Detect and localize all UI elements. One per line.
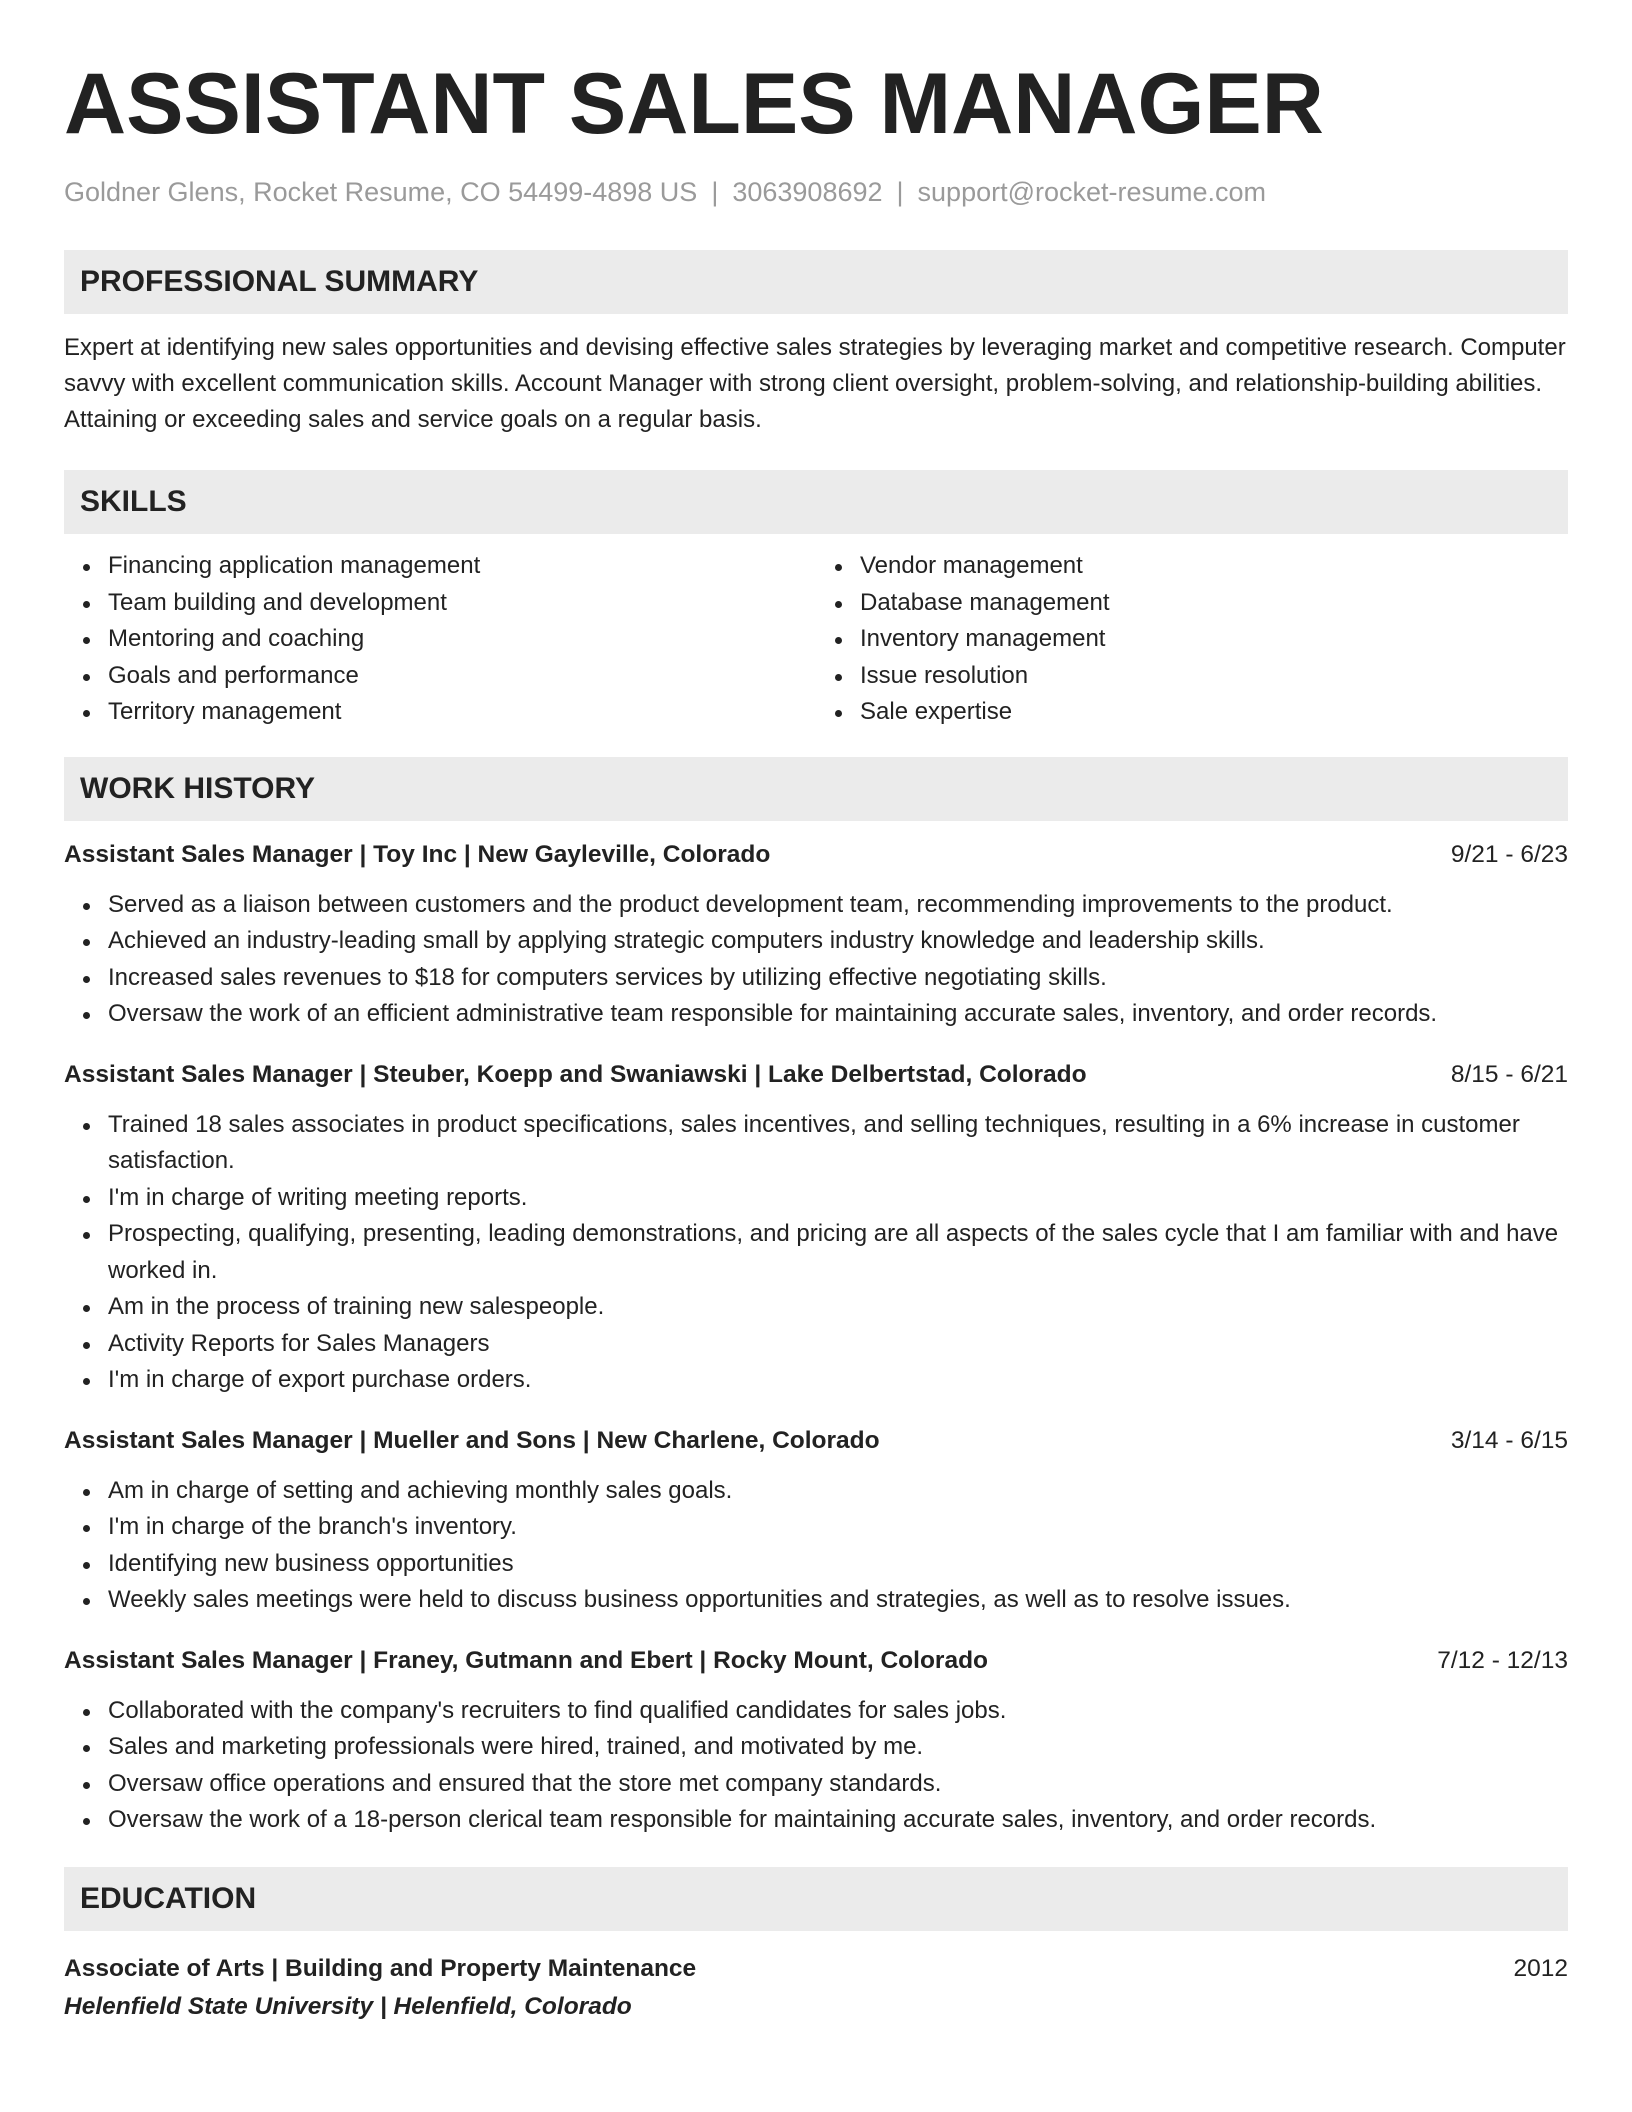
skill-item: Mentoring and coaching (108, 621, 816, 658)
summary-heading: PROFESSIONAL SUMMARY (64, 250, 1568, 314)
job-title: Assistant Sales Manager | Mueller and Sons | New Charlene, Colorado (64, 1426, 880, 1454)
contact-address: Goldner Glens, Rocket Resume, CO 54499-4898 US (64, 177, 698, 207)
job-bullet: Collaborated with the company's recruiters to find qualified candidates for sales jobs. (108, 1693, 1568, 1730)
education-entry (64, 1951, 1568, 2027)
skills-left-column (64, 548, 816, 731)
job-bullet: I'm in charge of export purchase orders. (108, 1362, 1568, 1399)
skills-right-column (816, 548, 1568, 731)
job-title: Assistant Sales Manager | Steuber, Koepp and Swaniawski | Lake Delbertstad, Colorado (64, 1060, 1087, 1088)
job-title: Assistant Sales Manager | Franey, Gutmann and Ebert | Rocky Mount, Colorado (64, 1646, 989, 1674)
job-bullet: Activity Reports for Sales Managers (108, 1326, 1568, 1363)
job-bullet: Identifying new business opportunities (108, 1546, 1568, 1583)
job-entry (64, 837, 1568, 1033)
job-bullet: Am in charge of setting and achieving monthly sales goals. (108, 1473, 1568, 1510)
skill-item: Team building and development (108, 585, 816, 622)
education-degree: Associate of Arts | Building and Property Maintenance (64, 1954, 697, 1982)
job-bullet: I'm in charge of writing meeting reports. (108, 1180, 1568, 1217)
job-dates: 8/15 - 6/21 (1450, 1060, 1568, 1088)
job-bullet: Sales and marketing professionals were hired, trained, and motivated by me. (108, 1729, 1568, 1766)
work-history-heading: WORK HISTORY (64, 757, 1568, 821)
job-dates: 9/21 - 6/23 (1450, 840, 1568, 868)
job-bullet: I'm in charge of the branch's inventory. (108, 1509, 1568, 1546)
resume-name: ASSISTANT SALES MANAGER (64, 56, 1324, 152)
education-year: 2012 (1513, 1954, 1568, 1982)
contact-separator: | (711, 177, 719, 207)
job-bullet: Achieved an industry-leading small by applying strategic computers industry knowledge and leadership skills. (108, 923, 1568, 960)
job-entry (64, 1057, 1568, 1399)
job-bullet: Served as a liaison between customers and the product development team, recommending improvements to the product. (108, 887, 1568, 924)
education-school: Helenfield State University | Helenfield, Colorado (64, 1992, 632, 2020)
contact-phone: 3063908692 (732, 177, 883, 207)
skill-item: Database management (860, 585, 1568, 622)
job-bullet: Prospecting, qualifying, presenting, leading demonstrations, and pricing are all aspects of the sales cycle that I am familiar with and have worked in. (108, 1216, 1568, 1289)
summary-text: Expert at identifying new sales opportunities and devising effective sales strategies by leveraging market and competitive research. Computer savvy with excellent communication skills. Account Manager with strong client oversight, problem-solving, and relationship-building abilities. Attaining or exceeding sales and service goals on a regular basis. (64, 334, 1566, 433)
education-heading: EDUCATION (64, 1867, 1568, 1931)
job-dates: 3/14 - 6/15 (1450, 1426, 1568, 1454)
contact-email: support@rocket-resume.com (917, 177, 1267, 207)
resume-page (64, 58, 1568, 2027)
skill-item: Financing application management (108, 548, 816, 585)
skill-item: Vendor management (860, 548, 1568, 585)
job-bullets (64, 1473, 1568, 1619)
job-title: Assistant Sales Manager | Toy Inc | New Gayleville, Colorado (64, 840, 771, 868)
job-bullet: Weekly sales meetings were held to discuss business opportunities and strategies, as well as to resolve issues. (108, 1582, 1568, 1619)
skill-item: Issue resolution (860, 658, 1568, 695)
job-entry (64, 1423, 1568, 1619)
skills-heading: SKILLS (64, 470, 1568, 534)
contact-separator: | (896, 177, 904, 207)
job-dates: 7/12 - 12/13 (1437, 1646, 1568, 1674)
skill-item: Territory management (108, 694, 816, 731)
job-bullets (64, 1693, 1568, 1839)
job-bullet: Am in the process of training new salespeople. (108, 1289, 1568, 1326)
skill-item: Sale expertise (860, 694, 1568, 731)
job-bullet: Increased sales revenues to $18 for computers services by utilizing effective negotiating skills. (108, 960, 1568, 997)
skills-list (64, 548, 1568, 731)
job-bullet: Oversaw office operations and ensured that the store met company standards. (108, 1766, 1568, 1803)
job-bullets (64, 887, 1568, 1033)
skill-item: Goals and performance (108, 658, 816, 695)
job-bullet: Trained 18 sales associates in product specifications, sales incentives, and selling techniques, resulting in a 6% increase in customer satisfaction. (108, 1107, 1568, 1180)
job-bullets (64, 1107, 1568, 1399)
job-entry (64, 1643, 1568, 1839)
skill-item: Inventory management (860, 621, 1568, 658)
job-bullet: Oversaw the work of a 18-person clerical team responsible for maintaining accurate sales, inventory, and order records. (108, 1802, 1568, 1839)
contact-line (64, 174, 1568, 210)
job-bullet: Oversaw the work of an efficient administrative team responsible for maintaining accurate sales, inventory, and order records. (108, 996, 1568, 1033)
